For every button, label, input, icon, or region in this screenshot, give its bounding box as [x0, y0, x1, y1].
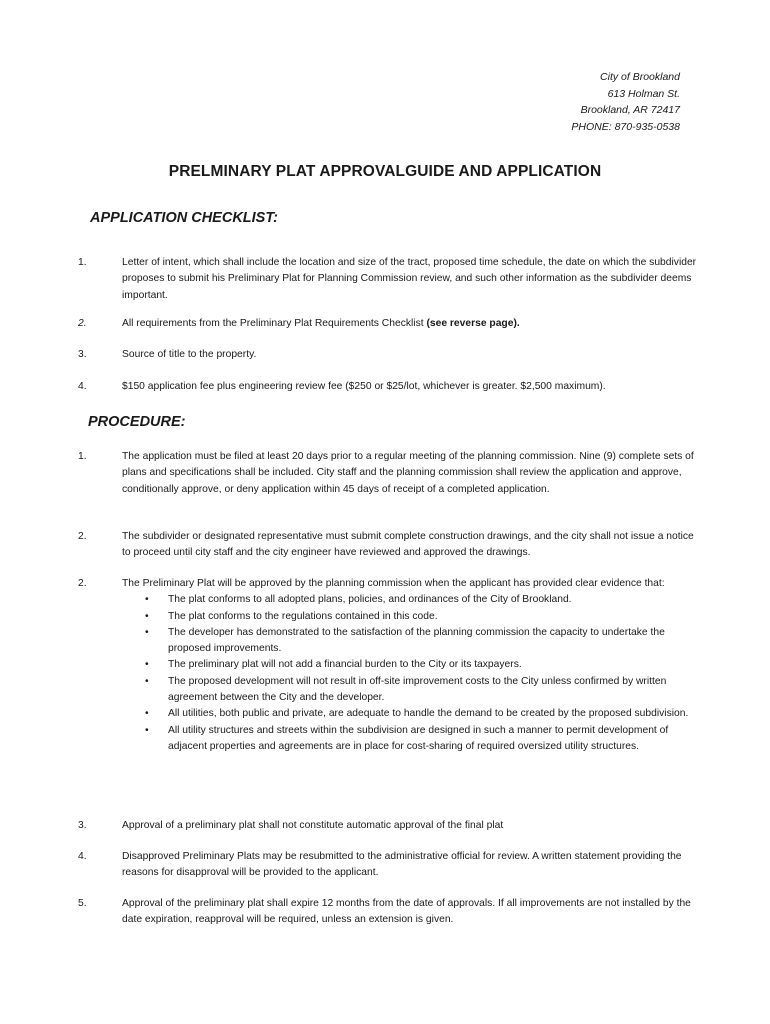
- bullet-icon: •: [145, 626, 149, 638]
- item-number: 1.: [78, 451, 87, 462]
- list-item: • The plat conforms to the regulations contained in this code.: [122, 609, 698, 625]
- item-number: 2.: [78, 318, 87, 329]
- checklist-item: [78, 347, 698, 363]
- item-text: Approval of a preliminary plat shall not constitute automatic approval of the final plat: [122, 820, 504, 831]
- checklist-item: [78, 255, 698, 304]
- procedure-item: [78, 818, 698, 834]
- item-text: Source of title to the property.: [122, 349, 257, 360]
- procedure-item: [78, 849, 698, 882]
- item-text: Approval of the preliminary plat shall expire 12 months from the date of approvals. If all improvements are not installed by the date expiration, reapproval will be required, unless an extension is given.: [122, 898, 691, 926]
- item-number: 2.: [78, 578, 87, 589]
- address-street: 613 Holman St.: [607, 87, 680, 100]
- item-text: The application must be filed at least 20 days prior to a regular meeting of the planning commission. Nine (9) complete sets of plans and specifications shall be included. City staff and the planning commission shall review the application and approve, conditionally approve, or deny application within 45 days of receipt of a completed application.: [122, 451, 694, 495]
- procedure-item: [78, 576, 698, 755]
- item-number: 1.: [78, 257, 87, 268]
- procedure-item: [78, 529, 698, 562]
- bullet-icon: •: [145, 659, 149, 671]
- checklist-heading: APPLICATION CHECKLIST:: [90, 210, 278, 226]
- item-number: 4.: [78, 851, 87, 862]
- checklist-item: [78, 316, 698, 332]
- bullet-icon: •: [145, 610, 149, 622]
- bullet-icon: •: [145, 708, 149, 720]
- procedure-item: [78, 896, 698, 929]
- criteria-list: [122, 592, 698, 755]
- list-item: • All utilities, both public and private, are adequate to handle the demand to be created by the proposed subdivision.: [122, 706, 698, 722]
- bullet-icon: •: [145, 724, 149, 736]
- list-item: • All utility structures and streets within the subdivision are designed in such a manner to permit development of adjacent properties and agreements are in place for cost-sharing of required oversized utility structures.: [145, 724, 669, 752]
- item-number: 3.: [78, 820, 87, 831]
- page-title: PRELMINARY PLAT APPROVALGUIDE AND APPLICATION: [168, 163, 602, 180]
- address-block: [571, 69, 680, 135]
- list-item: • The proposed development will not result in off-site improvement costs to the City unless confirmed by written agreement between the City and the developer.: [145, 675, 667, 704]
- address-phone: PHONE: 870-935-0538: [571, 120, 680, 133]
- bullet-icon: •: [145, 675, 149, 687]
- list-item: • The plat conforms to all adopted plans, policies, and ordinances of the City of Brookland.: [122, 592, 698, 608]
- item-text: All requirements from the Preliminary Plat Requirements Checklist: [122, 318, 427, 329]
- procedure-item: [78, 449, 698, 498]
- item-text: Letter of intent, which shall include the location and size of the tract, proposed time schedule, the date on which the subdivider proposes to submit his Preliminary Plat for Planning Commission review, and such other information as the subdivider deems important.: [122, 257, 697, 301]
- list-item: • The developer has demonstrated to the satisfaction of the planning commission the capacity to undertake the proposed improvements.: [145, 626, 665, 655]
- item-number: 2.: [78, 531, 87, 542]
- address-city: City of Brookland: [600, 71, 680, 83]
- item-text: $150 application fee plus engineering review fee ($250 or $25/lot, whichever is greater. $2,500 maximum).: [122, 381, 606, 392]
- item-text-bold: (see reverse page).: [426, 318, 520, 329]
- list-item: • The preliminary plat will not add a financial burden to the City or its taxpayers.: [122, 657, 698, 673]
- bullet-icon: •: [145, 594, 149, 606]
- procedure-heading: PROCEDURE:: [88, 414, 186, 430]
- item-text: The subdivider or designated representative must submit complete construction drawings, and the city shall not issue a notice to proceed until city staff and the city engineer have reviewed and approved the drawings.: [122, 531, 694, 559]
- address-city-state-zip: Brookland, AR 72417: [580, 104, 680, 116]
- item-number: 3.: [78, 349, 87, 360]
- checklist-item: [78, 379, 698, 395]
- item-text: Disapproved Preliminary Plats may be resubmitted to the administrative official for review. A written statement providing the reasons for disapproval will be provided to the applicant.: [122, 851, 682, 879]
- item-number: 4.: [78, 381, 87, 392]
- item-number: 5.: [78, 898, 87, 909]
- item-text: The Preliminary Plat will be approved by the planning commission when the applicant has provided clear evidence that:: [122, 578, 665, 589]
